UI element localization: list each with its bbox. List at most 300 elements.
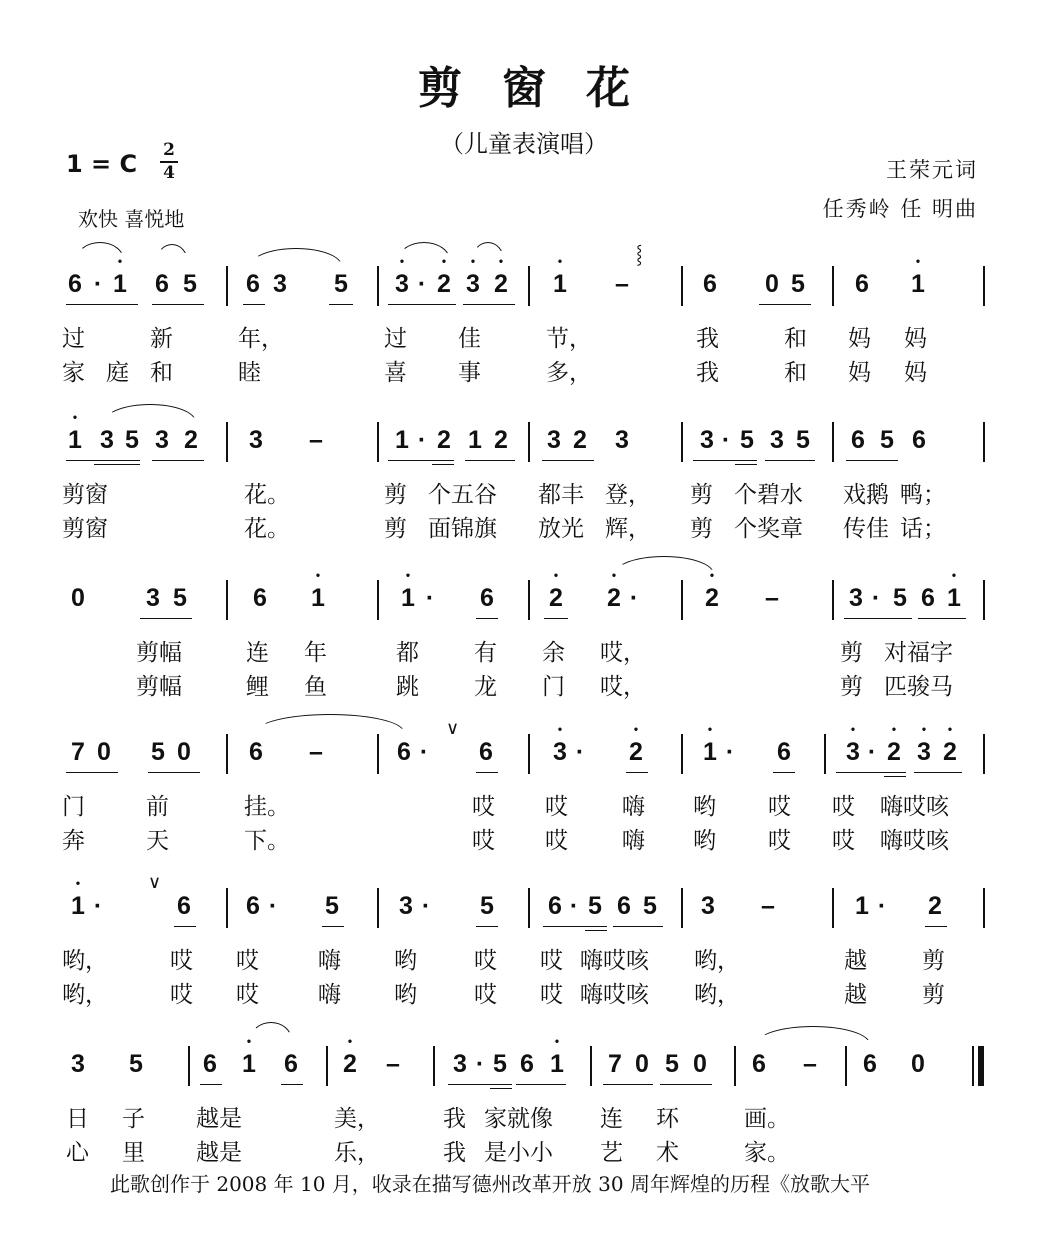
beam [765,460,815,461]
tempo-marking: 欢快 喜悦地 [78,207,185,231]
note: 0 [693,1050,707,1078]
score-row-3 [0,570,1048,720]
note: 5 [796,426,810,454]
lyric: 我 [443,1106,466,1132]
lyric: 庭 [106,360,129,386]
note: • 3 [392,270,412,299]
lyric: 哟， [694,982,740,1008]
beam [660,1084,712,1085]
song-subtitle: （儿童表演唱） [440,130,608,158]
lyric: 哟 [394,948,417,974]
note: • 1 [944,584,964,613]
bar-line [681,888,683,928]
lyric: 放光 [538,516,584,542]
note: 6 [752,1050,766,1078]
note: • 1 [65,426,85,455]
beam [243,304,265,305]
bar-line [528,734,530,774]
beam [174,926,196,927]
bar-line [528,422,530,462]
bar-line [377,422,379,462]
lyric: 鸭； [900,482,946,508]
bar-line [226,580,228,620]
bar-line [845,1046,847,1086]
lyric: 剪幅 [136,640,182,666]
note: 3 [700,426,714,454]
note: · [417,426,427,454]
note: 6 [253,584,267,612]
note: 6 [480,584,494,612]
notes-line [0,718,1048,774]
beam [66,772,118,773]
lyric: 哎 [474,948,497,974]
note: • 2 [884,738,904,767]
lyric: 下。 [244,828,290,854]
note: 5 [791,270,805,298]
lyric: 哎 [170,982,193,1008]
lyric: 日 [66,1106,89,1132]
bar-line [226,266,228,306]
time-signature [158,140,180,184]
lyric: 个碧水 [734,482,803,508]
lyric: 戏鹅 [843,482,889,508]
lyric: 花。 [244,516,290,542]
note: 3 [547,426,561,454]
lyric: 哟 [693,794,716,820]
lyric: 剪幅 [136,674,182,700]
lyric: 年， [238,326,284,352]
note: · [93,270,103,298]
lyric: 鱼 [304,674,327,700]
lyric: 画。 [744,1106,790,1132]
lyric: 环 [656,1106,679,1132]
note: 6 [479,738,493,766]
lyric: 子 [122,1106,145,1132]
note: 3 [273,270,287,298]
beam [836,772,906,773]
lyric: 是小小 [484,1140,553,1166]
lyric: 哎 [474,982,497,1008]
note: 0 [911,1050,925,1078]
score-row-4 [0,718,1048,874]
beam [613,926,663,927]
note: • 2 [940,738,960,767]
note: 5 [665,1050,679,1078]
note: 3 [399,892,413,920]
note: 1 [468,426,482,454]
lyric: 匹骏马 [884,674,953,700]
note: 0 [177,738,191,766]
lyric: 哎 [545,794,568,820]
note: 5 [151,738,165,766]
beam [693,460,757,461]
lyric: 哎， [600,640,646,666]
note: 0 [97,738,111,766]
lyric: 剪窗 [62,516,108,542]
bar-line [681,580,683,620]
beam [329,304,353,305]
lyric: 传佳 [843,516,889,542]
score-row-5 [0,872,1048,1028]
beam [844,618,912,619]
lyric: 剪 [840,674,863,700]
bar-line [832,580,834,620]
note: · [867,738,877,766]
note: 2 [184,426,198,454]
note: · [419,738,429,766]
lyric: 鲤 [246,674,269,700]
lyric: 哎 [170,948,193,974]
beam [626,772,648,773]
beam [465,460,515,461]
notes-line [0,244,1048,306]
lyric: 嗨 [318,982,341,1008]
note: 6 [397,738,411,766]
lyric: 喜 [384,360,407,386]
bar-line [528,580,530,620]
score-row-1 [0,244,1048,406]
song-title: 剪窗花 [418,63,670,114]
lyric: 哎 [236,948,259,974]
lyric: 和 [784,326,807,352]
lyric: 哎 [540,948,563,974]
note: · [421,892,431,920]
note: 6 [921,584,935,612]
lyric: 嗨哎咳 [580,982,649,1008]
lyric: 奔 [62,828,85,854]
lyric: 哎， [600,674,646,700]
lyric: 剪 [922,982,945,1008]
bar-line [734,1046,736,1086]
bar-line [824,734,826,774]
note: 3 [770,426,784,454]
note: • 1 [700,738,720,767]
lyric: 登， [605,482,651,508]
lyric: 话； [900,516,946,542]
lyric: 个奖章 [734,516,803,542]
note: 5 [480,892,494,920]
lyric: 越是 [196,1106,242,1132]
bar-line [188,1046,190,1086]
lyric: 有 [474,640,497,666]
lyric: 剪 [690,516,713,542]
lyric: 哎 [832,828,855,854]
note: • 3 [843,738,863,767]
bar-line [377,266,379,306]
lyric: 嗨 [622,828,645,854]
lyric: 美， [334,1106,380,1132]
note: 2 [573,426,587,454]
beam [918,618,966,619]
lyric: 哎 [768,828,791,854]
note: • 1 [908,270,928,299]
beam [448,1084,512,1085]
note: · [877,892,887,920]
lyric: 剪 [690,482,713,508]
note: • 1 [308,584,328,613]
lyric: 嗨哎咳 [880,794,949,820]
note: • 2 [491,270,511,299]
beam [759,304,811,305]
beam [322,926,344,927]
lyric: 事 [458,360,481,386]
beam [152,304,204,305]
lyric: 多， [546,360,592,386]
note: 6 [246,270,260,298]
note: 6 [155,270,169,298]
lyric: 嗨哎咳 [880,828,949,854]
beam [544,618,568,619]
time-sig-denominator: 4 [163,163,175,183]
lyric: 哟 [394,982,417,1008]
lyric: 年 [304,640,327,666]
bar-line [528,266,530,306]
lyric: 剪 [384,482,407,508]
beam [925,926,947,927]
beam [542,460,594,461]
bar-line [433,1046,435,1086]
note: • 2 [340,1050,360,1079]
lyric: 连 [246,640,269,666]
note: • 2 [604,584,624,613]
breath-mark-icon: ∨ [148,872,162,893]
note: 7 [71,738,85,766]
lyric: 妈 [848,326,871,352]
bar-line [377,888,379,928]
note: 0 [765,270,779,298]
note: 6 [203,1050,217,1078]
note: 3 [701,892,715,920]
note: 6 [703,270,717,298]
note: – [765,584,779,612]
beam [388,460,454,461]
notes-line [0,412,1048,462]
lyricist-credit: 王荣元词 [886,158,978,182]
lyric: 门 [62,794,85,820]
lyric: 剪 [922,948,945,974]
lyric: 和 [150,360,173,386]
lyric: 过 [384,326,407,352]
lyric: 哎 [472,828,495,854]
lyric: 里 [122,1140,145,1166]
lyric: 睦 [238,360,261,386]
note: • 2 [546,584,566,613]
note: 5 [325,892,339,920]
note: 3 [100,426,114,454]
lyric: 越 [844,982,867,1008]
notes-line [0,872,1048,928]
beam [846,460,898,461]
note: 3 [453,1050,467,1078]
note: 5 [334,270,348,298]
lyric: 对福字 [884,640,953,666]
lyric: 龙 [474,674,497,700]
note: 6 [851,426,865,454]
lyric: 家。 [744,1140,790,1166]
bar-line [528,888,530,928]
final-bar-thin [972,1046,974,1086]
bar-line [832,422,834,462]
lyric: 越是 [196,1140,242,1166]
slur [156,244,188,262]
note: 6 [855,270,869,298]
bar-line [983,580,985,620]
note: · [268,892,278,920]
beam [490,1088,512,1089]
lyric: 哎 [768,794,791,820]
note: 6 [777,738,791,766]
note: · [629,584,639,612]
beam [148,772,200,773]
note: 7 [608,1050,622,1078]
lyric: 我 [443,1140,466,1166]
note: 6 [284,1050,298,1078]
beam [476,618,498,619]
note: · [425,584,435,612]
note: 5 [125,426,139,454]
bar-line [226,734,228,774]
bar-line [590,1046,592,1086]
lyric: 嗨哎咳 [580,948,649,974]
note: 6 [912,426,926,454]
lyric: 哎 [545,828,568,854]
note: · [475,1050,485,1078]
note: 6 [246,892,260,920]
footnote: 此歌创作于 2008 年 10 月，收录在描写德州改革开放 30 周年辉煌的历程《放歌大平 [110,1172,870,1196]
time-sig-numerator: 2 [163,140,175,160]
note: – [386,1050,400,1078]
note: 0 [635,1050,649,1078]
bar-line [326,1046,328,1086]
lyric: 术 [656,1140,679,1166]
lyric: 前 [146,794,169,820]
fermata-squiggle-icon: ⸾ [636,244,643,265]
lyric: 哟， [694,948,740,974]
notes-line [0,570,1048,620]
lyric: 我 [696,326,719,352]
lyric: 花。 [244,482,290,508]
note: • 3 [914,738,934,767]
beam [476,926,498,927]
note: 6 [520,1050,534,1078]
beam [388,304,456,305]
lyric: 辉， [605,516,651,542]
slur [250,248,342,266]
note: • 1 [110,270,130,299]
bar-line [983,888,985,928]
beam [94,464,140,465]
lyric: 心 [66,1140,89,1166]
beam [585,930,607,931]
bar-line [832,888,834,928]
lyric: 挂。 [244,794,290,820]
lyric: 跳 [396,674,419,700]
bar-line [983,734,985,774]
note: 6 [617,892,631,920]
note: 2 [437,426,451,454]
lyric: 嗨 [622,794,645,820]
beam [66,460,140,461]
note: • 2 [626,738,646,767]
note: · [93,892,103,920]
note: 5 [183,270,197,298]
note: · [871,584,881,612]
notes-line [0,1036,1048,1086]
slur [104,404,196,422]
note: 5 [129,1050,143,1078]
note: – [309,738,323,766]
note: · [417,270,427,298]
note: 5 [880,426,894,454]
breath-mark-icon: ∨ [446,718,460,739]
note: 5 [588,892,602,920]
note: – [761,892,775,920]
note: 6 [548,892,562,920]
note: • 1 [550,270,570,299]
lyric: 哟， [62,982,108,1008]
note: · [721,426,731,454]
lyric: 个五谷 [428,482,497,508]
note: 6 [68,270,82,298]
lyric: 我 [696,360,719,386]
note: 3 [849,584,863,612]
bar-line [226,888,228,928]
lyric: 家就像 [484,1106,553,1132]
lyric: 哎 [472,794,495,820]
note: 2 [928,892,942,920]
beam [603,1084,653,1085]
note: 5 [740,426,754,454]
beam [463,304,515,305]
note: 2 [494,426,508,454]
note: 5 [173,584,187,612]
lyric: 节， [546,326,592,352]
bar-line [377,580,379,620]
note: • 2 [434,270,454,299]
lyric: 妈 [904,360,927,386]
note: • 1 [239,1050,259,1079]
note: 3 [249,426,263,454]
lyric: 妈 [904,326,927,352]
lyric: 面锦旗 [428,516,497,542]
score-row-6 [0,1036,1048,1186]
beam [543,926,607,927]
beam [476,772,498,773]
note: 3 [155,426,169,454]
note: 6 [249,738,263,766]
score-row-2 [0,412,1048,562]
note: · [569,892,579,920]
lyric: 妈 [848,360,871,386]
note: 3 [615,426,629,454]
note: • 2 [702,584,722,613]
note: · [575,738,585,766]
lyric: 剪 [384,516,407,542]
beam [735,464,757,465]
note: 3 [71,1050,85,1078]
lyric: 天 [146,828,169,854]
lyric: 哟， [62,948,108,974]
bar-line [832,266,834,306]
bar-line [681,422,683,462]
beam [200,1084,222,1085]
beam [914,772,962,773]
beam [884,776,906,777]
bar-line [377,734,379,774]
lyric: 都 [396,640,419,666]
lyric: 家 [62,360,85,386]
lyric: 哎 [236,982,259,1008]
